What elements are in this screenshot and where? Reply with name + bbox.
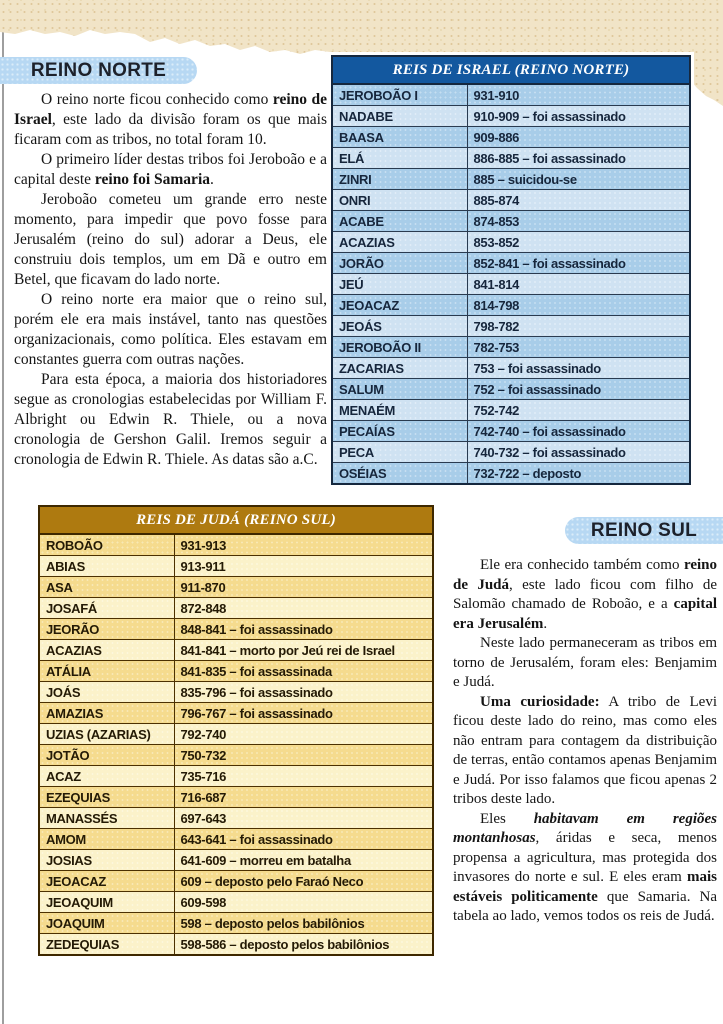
table-row [332,337,690,358]
table-row [39,682,433,703]
israel-table-header-row [332,56,690,84]
king-name-cell: JEOACAZ [332,295,467,316]
table-row [39,556,433,577]
juda-table-title: REIS DE JUDÁ (REINO SUL) [39,506,433,534]
table-row [332,442,690,463]
north-section-text [14,90,327,470]
king-name-cell: ZINRI [332,169,467,190]
paragraph [453,556,717,634]
king-name-cell: BAASA [332,127,467,148]
text-run: Ele era conhecido também como [480,557,684,573]
king-name-cell: PECAÍAS [332,421,467,442]
text-run: Neste lado permaneceram as tribos em torno de Jerusalém, foram eles: Benjamim e Judá. [453,635,717,690]
israel-table-title: REIS DE ISRAEL (REINO NORTE) [332,56,690,84]
king-name-cell: AMOM [39,829,174,850]
king-name-cell: JEOÁS [332,316,467,337]
table-row [332,253,690,274]
king-name-cell: JOTÃO [39,745,174,766]
table-row [39,745,433,766]
king-dates-cell: 874-853 [467,211,690,232]
table-row [332,169,690,190]
king-name-cell: OSÉIAS [332,463,467,485]
king-name-cell: JOAQUIM [39,913,174,934]
king-dates-cell: 643-641 – foi assassinado [174,829,433,850]
king-name-cell: JEOAQUIM [39,892,174,913]
king-dates-cell: 735-716 [174,766,433,787]
table-row [39,850,433,871]
king-dates-cell: 697-643 [174,808,433,829]
king-dates-cell: 732-722 – deposto [467,463,690,485]
king-dates-cell: 911-870 [174,577,433,598]
north-heading-label: REINO NORTE [30,59,167,81]
table-row [39,787,433,808]
text-run: habitavam em regiões montanhosas [453,810,717,846]
table-row [39,577,433,598]
king-dates-cell: 913-911 [174,556,433,577]
king-name-cell: ZACARIAS [332,358,467,379]
text-run: , áridas e seca, menos propensa a agricultura, mas protegida dos invasores do norte e sul. E eles eram [453,830,717,885]
king-dates-cell: 852-841 – foi assassinado [467,253,690,274]
king-name-cell: EZEQUIAS [39,787,174,808]
king-dates-cell: 814-798 [467,295,690,316]
king-dates-cell: 910-909 – foi assassinado [467,106,690,127]
table-row [39,766,433,787]
juda-kings-table [38,505,434,956]
table-row [332,211,690,232]
text-run: mais estáveis politicamente [453,869,717,905]
table-row [39,598,433,619]
juda-table-header-row [39,506,433,534]
king-dates-cell: 796-767 – foi assassinado [174,703,433,724]
south-heading-label: REINO SUL [590,519,698,541]
king-dates-cell: 872-848 [174,598,433,619]
paragraph [14,150,327,190]
table-row [332,190,690,211]
king-dates-cell: 716-687 [174,787,433,808]
king-name-cell: ACAZIAS [332,232,467,253]
king-dates-cell: 752-742 [467,400,690,421]
king-dates-cell: 835-796 – foi assassinado [174,682,433,703]
king-name-cell: ASA [39,577,174,598]
king-dates-cell: 909-886 [467,127,690,148]
table-row [39,724,433,745]
text-run: O primeiro líder destas tribos foi Jeroboão e a capital deste [14,151,327,188]
table-row [39,703,433,724]
paragraph [14,370,327,470]
king-name-cell: ACAZIAS [39,640,174,661]
king-name-cell: JOSAFÁ [39,598,174,619]
king-name-cell: SALUM [332,379,467,400]
south-heading-pill [565,517,723,544]
king-dates-cell: 740-732 – foi assassinado [467,442,690,463]
table-row [332,316,690,337]
king-name-cell: UZIAS (AZARIAS) [39,724,174,745]
paragraph [14,290,327,370]
king-name-cell: JOÁS [39,682,174,703]
text-run: Para esta época, a maioria dos historiadores segue as cronologias estabelecidas por William F. Albright ou Edwin R. Thiele, ou a nova cronologia de Gershon Galil. Iremos seguir a cronologia de Edwin R. Thiele. As datas são a.C. [14,371,327,468]
king-name-cell: ATÁLIA [39,661,174,682]
king-name-cell: JEROBOÃO I [332,84,467,106]
king-dates-cell: 885 – suicidou-se [467,169,690,190]
table-row [39,871,433,892]
text-run: . [210,171,214,188]
king-dates-cell: 931-913 [174,534,433,556]
text-run: O reino norte era maior que o reino sul, porém ele era mais instável, tanto nas questões organizacionais, como política. Eles estavam em constantes guerra com outras nações. [14,291,327,368]
table-row [39,534,433,556]
king-dates-cell: 886-885 – foi assassinado [467,148,690,169]
table-row [39,619,433,640]
text-run: Jeroboão cometeu um grande erro neste momento, para impedir que povo fosse para Jerusalém (reino do sul) adorar a Deus, ele construiu dois templos, um em Dã e outro em Betel, que ficavam do lado norte. [14,191,327,288]
paragraph [453,693,717,810]
text-run: , este lado da divisão foram os que mais ficaram com as tribos, no total foram 10. [14,111,327,148]
king-dates-cell: 752 – foi assassinado [467,379,690,400]
table-row [332,379,690,400]
king-name-cell: JOSIAS [39,850,174,871]
table-row [332,295,690,316]
text-run: reino foi Samaria [94,171,210,188]
text-run: A tribo de Levi ficou deste lado do reino, mas como eles não entram para contagem da distribuição de terras, então contamos apenas Benjamim e Judá. Por isso falamos que ficou apenas 2 tribos deste lado. [453,693,718,807]
king-dates-cell: 641-609 – morreu em batalha [174,850,433,871]
king-dates-cell: 853-852 [467,232,690,253]
king-dates-cell: 609-598 [174,892,433,913]
king-name-cell: ELÁ [332,148,467,169]
paragraph [453,634,717,693]
table-row [39,640,433,661]
table-row [39,808,433,829]
table-row [39,892,433,913]
king-name-cell: JEOACAZ [39,871,174,892]
king-name-cell: JEORÃO [39,619,174,640]
paragraph [453,810,717,927]
text-run: O reino norte ficou conhecido como [41,91,273,108]
king-name-cell: ACABE [332,211,467,232]
king-name-cell: PECA [332,442,467,463]
king-name-cell: NADABE [332,106,467,127]
king-dates-cell: 609 – deposto pelo Faraó Neco [174,871,433,892]
table-row [332,463,690,485]
north-heading-pill [0,57,197,84]
king-dates-cell: 782-753 [467,337,690,358]
south-section-text [453,556,717,927]
king-name-cell: JORÃO [332,253,467,274]
king-dates-cell: 753 – foi assassinado [467,358,690,379]
page-left-border [2,0,4,1024]
king-name-cell: ACAZ [39,766,174,787]
text-run: . [543,615,548,632]
king-name-cell: ZEDEQUIAS [39,934,174,956]
juda-table-body [39,534,433,955]
king-name-cell: ONRI [332,190,467,211]
king-dates-cell: 750-732 [174,745,433,766]
king-dates-cell: 841-841 – morto por Jeú rei de Israel [174,640,433,661]
israel-kings-table [331,55,691,485]
king-name-cell: JEÚ [332,274,467,295]
text-run: capital era Jerusalém [453,596,717,632]
table-row [332,400,690,421]
table-row [332,127,690,148]
paragraph [14,90,327,150]
table-row [332,421,690,442]
king-dates-cell: 798-782 [467,316,690,337]
king-name-cell: JEROBOÃO II [332,337,467,358]
king-name-cell: MENAÉM [332,400,467,421]
king-name-cell: ABIAS [39,556,174,577]
paragraph [14,190,327,290]
table-row [332,232,690,253]
table-row [332,148,690,169]
king-dates-cell: 841-835 – foi assassinada [174,661,433,682]
king-dates-cell: 598-586 – deposto pelos babilônios [174,934,433,956]
table-row [39,829,433,850]
king-name-cell: AMAZIAS [39,703,174,724]
table-row [39,913,433,934]
text-run: , este lado ficou com filho de Salomão chamado de Roboão, e a [453,576,717,612]
king-dates-cell: 598 – deposto pelos babilônios [174,913,433,934]
king-dates-cell: 841-814 [467,274,690,295]
king-dates-cell: 792-740 [174,724,433,745]
table-row [332,106,690,127]
table-row [332,358,690,379]
text-run: reino de Judá [453,557,717,593]
text-run: Eles [480,810,534,827]
king-dates-cell: 931-910 [467,84,690,106]
table-row [332,84,690,106]
israel-table-body [332,84,690,484]
text-run: que Samaria. Na tabela ao lado, vemos todos os reis de Judá. [453,888,717,924]
table-row [39,661,433,682]
king-dates-cell: 742-740 – foi assassinado [467,421,690,442]
table-row [39,934,433,956]
king-name-cell: MANASSÉS [39,808,174,829]
king-dates-cell: 885-874 [467,190,690,211]
king-name-cell: ROBOÃO [39,534,174,556]
text-run: Uma curiosidade: [480,693,600,710]
text-run: reino de Israel [14,91,327,128]
king-dates-cell: 848-841 – foi assassinado [174,619,433,640]
table-row [332,274,690,295]
